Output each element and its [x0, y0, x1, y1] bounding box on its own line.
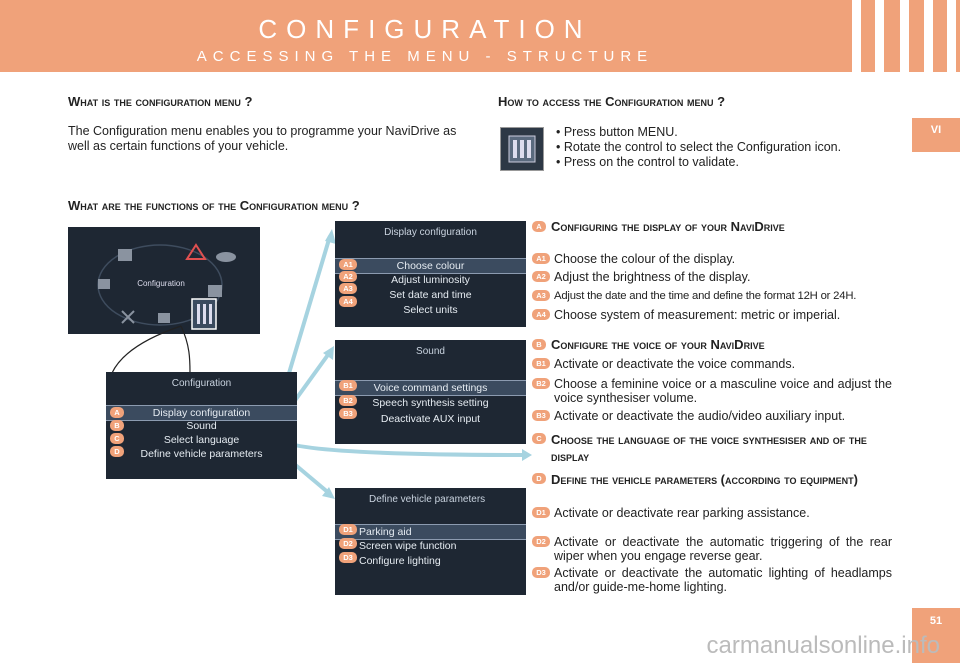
- badge: D: [532, 473, 546, 484]
- watermark: carmanualsonline.info: [706, 632, 940, 659]
- menu-row: Sound: [186, 420, 217, 432]
- badge: D2: [339, 538, 357, 549]
- menu-row: Voice command settings: [335, 380, 526, 396]
- badge: D2: [532, 536, 550, 547]
- badge: D3: [532, 567, 550, 578]
- menu-row: Parking aid: [335, 524, 526, 540]
- item-text: Activate or deactivate the audio/video auxiliary input.: [554, 409, 846, 423]
- item-text: Adjust the date and the time and define the format 12H or 24H.: [554, 290, 857, 302]
- functions-heading: What are the functions of the Configuration menu ?: [68, 198, 360, 213]
- item-text: Activate or deactivate the automatic triggering of the rear wiper when you engage reverse gear.: [554, 535, 892, 563]
- menu-row: Deactivate AUX input: [380, 413, 481, 425]
- badge: B2: [532, 378, 550, 389]
- item-text: Activate or deactivate the voice commands.: [554, 357, 796, 371]
- item-text: Choose system of measurement: metric or imperial.: [554, 308, 841, 322]
- menu-row: Adjust luminosity: [391, 274, 470, 286]
- badge: A3: [532, 290, 550, 301]
- badge: B3: [532, 410, 550, 421]
- how-to-step: • Rotate the control to select the Configuration icon.: [556, 140, 842, 154]
- badge: A1: [339, 259, 357, 270]
- screen-title: Configuration: [171, 378, 232, 389]
- section-d-heading: Define the vehicle parameters (according to equipment): [551, 472, 858, 487]
- menu-row: Configure lighting: [359, 555, 441, 567]
- badge: A: [110, 407, 124, 418]
- banner-stripe: [852, 0, 861, 72]
- badge: D: [110, 446, 124, 457]
- display-configuration-screen: [335, 221, 526, 327]
- badge: A1: [532, 253, 550, 264]
- section-b-heading: Configure the voice of your NaviDrive: [551, 337, 765, 352]
- badge: C: [110, 433, 124, 444]
- banner-stripe: [900, 0, 909, 72]
- menu-row: Display configuration: [106, 405, 297, 421]
- badge: A3: [339, 283, 357, 294]
- badge: B: [532, 339, 546, 350]
- item-text: Activate or deactivate rear parking assistance.: [554, 506, 810, 520]
- banner-stripe: [947, 0, 956, 72]
- menu-row: Select units: [403, 304, 458, 316]
- page-number: 51: [912, 608, 960, 663]
- banner-stripe: [875, 0, 884, 72]
- badge: B2: [339, 395, 357, 406]
- page-title: CONFIGURATION: [258, 14, 592, 44]
- how-to-step: • Press on the control to validate.: [556, 155, 739, 169]
- screen-title: Display configuration: [384, 227, 477, 238]
- chapter-tab: VI: [912, 118, 960, 152]
- badge: A2: [339, 271, 357, 282]
- what-is-heading: What is the configuration menu ?: [68, 94, 253, 109]
- sound-screen: [335, 340, 526, 444]
- item-text: Activate or deactivate the automatic lighting of headlamps and/or guide-me-home lighting.: [554, 566, 892, 594]
- what-is-body: The Configuration menu enables you to programme your NaviDrive as well as certain functions of your vehicle.: [68, 124, 457, 153]
- badge: A2: [532, 271, 550, 282]
- item-text: Adjust the brightness of the display.: [554, 270, 751, 284]
- menu-row: Choose colour: [335, 258, 526, 274]
- menu-row: Set date and time: [389, 289, 472, 301]
- page-subtitle: ACCESSING THE MENU - STRUCTURE: [196, 48, 654, 65]
- header-banner: [0, 0, 960, 72]
- how-to-heading: How to access the Configuration menu ?: [498, 94, 726, 109]
- section-c-heading: Choose the language of the voice synthesiser and of the display: [551, 432, 867, 464]
- badge: A: [532, 221, 546, 232]
- badge: D3: [339, 552, 357, 563]
- menu-row: Screen wipe function: [359, 540, 457, 552]
- configuration-screen: [106, 372, 297, 479]
- badge: B: [110, 420, 124, 431]
- badge: B3: [339, 408, 357, 419]
- menu-row: Speech synthesis setting: [372, 397, 489, 409]
- section-a-heading: Configuring the display of your NaviDrive: [551, 219, 785, 234]
- badge: B1: [532, 358, 550, 369]
- badge: A4: [339, 296, 357, 307]
- banner-stripe: [924, 0, 933, 72]
- menu-button-icon: [500, 127, 544, 171]
- how-to-step: • Press button MENU.: [556, 125, 678, 139]
- menu-row: Select language: [163, 434, 240, 446]
- badge: D1: [532, 507, 550, 518]
- vehicle-parameters-screen: [335, 488, 526, 595]
- item-text: Choose the colour of the display.: [554, 252, 736, 266]
- screen-title: Define vehicle parameters: [369, 494, 486, 505]
- badge: A4: [532, 309, 550, 320]
- badge: D1: [339, 524, 357, 535]
- screen-title: Sound: [416, 346, 445, 357]
- main-menu-screenshot: [68, 227, 260, 334]
- main-menu-center-label: Configuration: [137, 279, 185, 288]
- menu-row: Define vehicle parameters: [140, 448, 263, 460]
- item-text: Choose a feminine voice or a masculine voice and adjust the voice synthesiser volume.: [554, 377, 892, 405]
- badge: C: [532, 433, 546, 444]
- badge: B1: [339, 380, 357, 391]
